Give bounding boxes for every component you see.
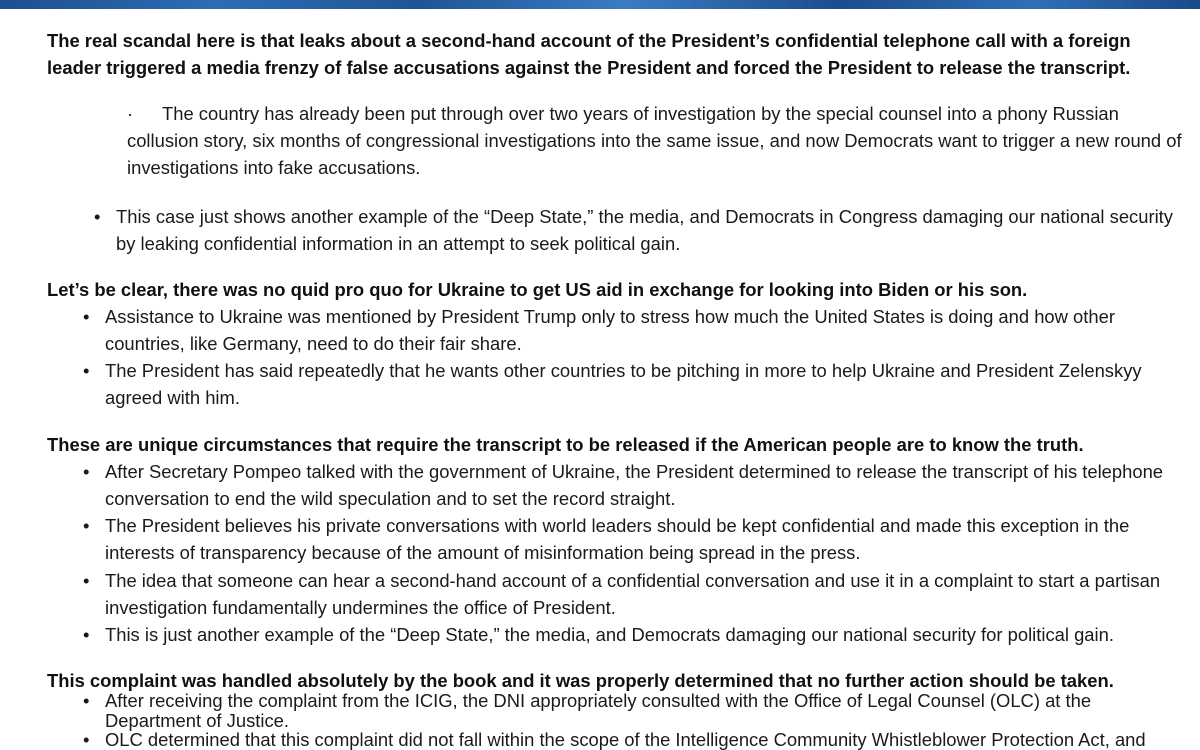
list-item [83,303,1175,357]
list-item-text: OLC determined that this complaint did not fall within the scope of the Intelligence Community Whistleblower Protection Act, and [105,729,1146,750]
section-heading-unique-circumstances: These are unique circumstances that require the transcript to be released if the American people are to know the truth. [47,434,1084,455]
sub-bullet-investigations [127,100,1187,181]
list-item-text: After receiving the complaint from the ICIG, the DNI appropriately consulted with the Office of Legal Counsel (OLC) at the Department of Justice. [105,690,1092,731]
list-item [83,357,1175,411]
bullet-marker: • [83,360,90,381]
section-heading-leaks: The real scandal here is that leaks about a second-hand account of the President’s confidential telephone call with a foreign leader triggered a media frenzy of false accusations against the President and forced the President to release the transcript. [47,30,1131,78]
list-item [83,567,1190,621]
section-heading-complaint-handled: This complaint was handled absolutely by the book and it was properly determined that no further action should be taken. [47,670,1114,691]
list-item-text: The President believes his private conversations with world leaders should be kept confidential and made this exception in the interests of transparency because of the amount of misinformation being spread in the press. [105,515,1130,563]
list-item [83,690,1190,731]
list-item-text: This case just shows another example of the “Deep State,” the media, and Democrats in Congress damaging our national security by leaking confidential information in an attempt to seek political gain. [116,206,1173,254]
bullet-marker: • [83,515,90,536]
list-item-text: This is just another example of the “Deep State,” the media, and Democrats damaging our national security for political gain. [105,624,1114,645]
bullet-marker: • [83,729,90,750]
bullet-marker: • [83,570,90,591]
bullet-marker: • [83,306,90,327]
list-item-text: Assistance to Ukraine was mentioned by President Trump only to stress how much the United States is doing and how other countries, like Germany, need to do their fair share. [105,306,1115,354]
list-item-text: The President has said repeatedly that he wants other countries to be pitching in more to help Ukraine and President Zelenskyy agreed with him. [105,360,1142,408]
list-item [83,621,1190,648]
bullet-marker: • [83,461,90,482]
list-item [83,729,1190,750]
bullet-marker: • [94,206,101,227]
sub-bullet-text: The country has already been put through over two years of investigation by the special counsel into a phony Russian collusion story, six months of congressional investigations into the same issue, and now Democrats want to trigger a new round of investigations into fake accusations. [127,103,1182,178]
list-item [83,512,1190,566]
list-item [94,203,1176,257]
list-item-text: The idea that someone can hear a second-hand account of a confidential conversation and use it in a complaint to start a partisan investigation fundamentally undermines the office of President. [105,570,1161,618]
bullet-marker: • [83,624,90,645]
list-item [83,458,1190,512]
section-heading-quid-pro-quo: Let’s be clear, there was no quid pro quo for Ukraine to get US aid in exchange for looking into Biden or his son. [47,279,1028,300]
sub-bullet-marker: · [127,103,134,124]
bullet-marker: • [83,690,90,711]
list-item-text: After Secretary Pompeo talked with the government of Ukraine, the President determined to release the transcript of his telephone conversation to end the wild speculation and to set the record straight. [105,461,1164,509]
